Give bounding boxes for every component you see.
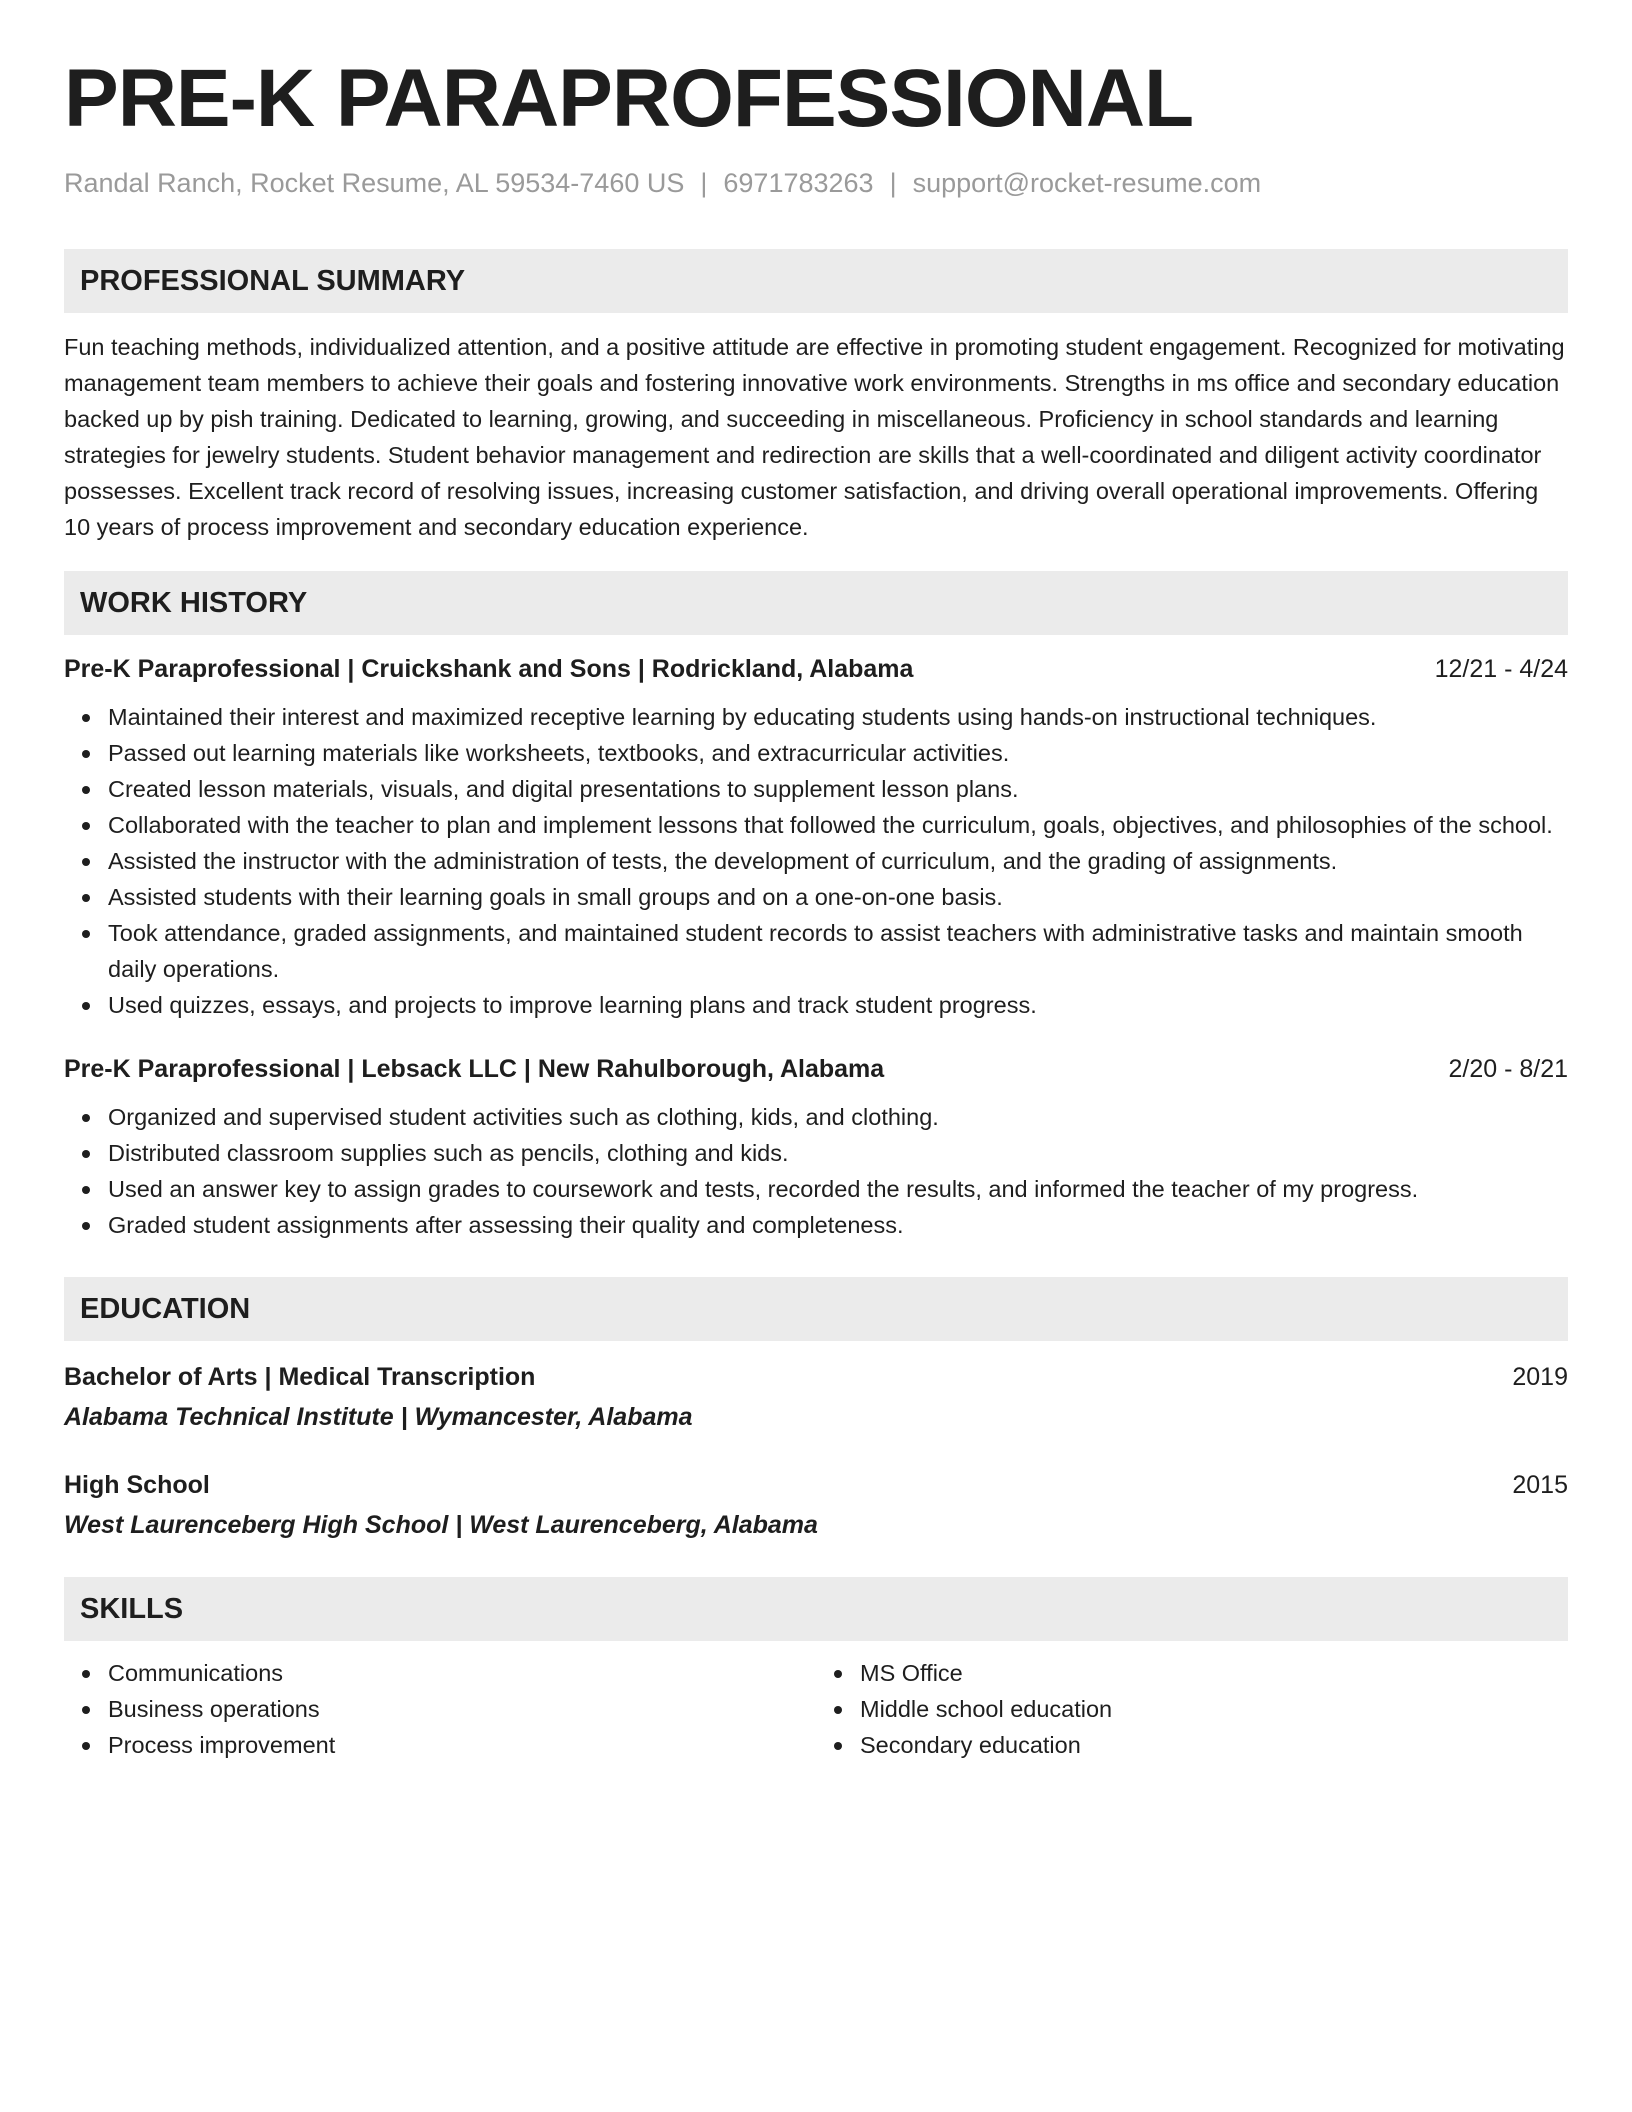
contact-line (64, 167, 1568, 199)
contact-phone: 6971783263 (723, 168, 874, 198)
job-header (64, 1051, 1568, 1087)
education-degree: High School (64, 1471, 210, 1500)
skill-item: MS Office (860, 1655, 1568, 1691)
job-bullet: Organized and supervised student activities such as clothing, kids, and clothing. (108, 1099, 1568, 1135)
skill-item: Communications (108, 1655, 816, 1691)
job-bullet: Took attendance, graded assignments, and maintained student records to assist teachers with administrative tasks and maintain smooth daily operations. (108, 915, 1568, 987)
skill-item: Secondary education (860, 1727, 1568, 1763)
skills-grid (64, 1655, 1568, 1763)
education-header (64, 1359, 1568, 1395)
job-bullet: Created lesson materials, visuals, and digital presentations to supplement lesson plans. (108, 771, 1568, 807)
job-dates: 2/20 - 8/21 (1448, 1055, 1568, 1084)
skills-column-right (816, 1655, 1568, 1763)
education-item (64, 1467, 1568, 1543)
education-year: 2015 (1512, 1471, 1568, 1500)
summary-text: Fun teaching methods, individualized attention, and a positive attitude are effective in promoting student engagement. Recognized for motivating management team members to achieve their goals and fostering innovative work environments. Strengths in ms office and secondary education backed up by pish training. Dedicated to learning, growing, and succeeding in miscellaneous. Proficiency in school standards and learning strategies for jewelry students. Student behavior management and redirection are skills that a well-coordinated and diligent activity coordinator possesses. Excellent track record of resolving issues, increasing customer satisfaction, and driving overall operational improvements. Offering 10 years of process improvement and secondary education experience. (64, 334, 1565, 541)
job-title: Pre-K Paraprofessional | Cruickshank and Sons | Rodrickland, Alabama (64, 655, 914, 684)
contact-email: support@rocket-resume.com (912, 168, 1262, 198)
education-school: West Laurenceberg High School | West Laurenceberg, Alabama (64, 1511, 818, 1540)
skills-list (64, 1655, 816, 1763)
skills-list (816, 1655, 1568, 1763)
skill-item: Business operations (108, 1691, 816, 1727)
job-dates: 12/21 - 4/24 (1434, 655, 1568, 684)
education-school: Alabama Technical Institute | Wymancester, Alabama (64, 1403, 693, 1432)
contact-separator: | (700, 168, 708, 198)
contact-separator: | (889, 168, 897, 198)
section-header-work-history: WORK HISTORY (64, 571, 1568, 635)
job-bullet: Used quizzes, essays, and projects to improve learning plans and track student progress. (108, 987, 1568, 1023)
section-header-skills: SKILLS (64, 1577, 1568, 1641)
job-title: Pre-K Paraprofessional | Lebsack LLC | New Rahulborough, Alabama (64, 1055, 885, 1084)
job-bullet: Distributed classroom supplies such as pencils, clothing and kids. (108, 1135, 1568, 1171)
job-bullet: Used an answer key to assign grades to coursework and tests, recorded the results, and informed the teacher of my progress. (108, 1171, 1568, 1207)
job-bullet: Assisted the instructor with the administration of tests, the development of curriculum, and the grading of assignments. (108, 843, 1568, 879)
education-degree: Bachelor of Arts | Medical Transcription (64, 1363, 536, 1392)
job-bullet: Passed out learning materials like worksheets, textbooks, and extracurricular activities. (108, 735, 1568, 771)
education-header (64, 1467, 1568, 1503)
job-header (64, 651, 1568, 687)
resume-name: PRE-K PARAPROFESSIONAL (64, 53, 1194, 144)
education-year: 2019 (1512, 1363, 1568, 1392)
job-bullet: Graded student assignments after assessing their quality and completeness. (108, 1207, 1568, 1243)
skills-column-left (64, 1655, 816, 1763)
skill-item: Middle school education (860, 1691, 1568, 1727)
job-bullet-list (64, 699, 1568, 1023)
section-header-summary: PROFESSIONAL SUMMARY (64, 249, 1568, 313)
education-item (64, 1359, 1568, 1435)
job-bullet: Collaborated with the teacher to plan and implement lessons that followed the curriculum, goals, objectives, and philosophies of the school. (108, 807, 1568, 843)
job-bullet-list (64, 1099, 1568, 1243)
job-bullet: Maintained their interest and maximized receptive learning by educating students using hands-on instructional techniques. (108, 699, 1568, 735)
job-bullet: Assisted students with their learning goals in small groups and on a one-on-one basis. (108, 879, 1568, 915)
skill-item: Process improvement (108, 1727, 816, 1763)
section-header-education: EDUCATION (64, 1277, 1568, 1341)
contact-address: Randal Ranch, Rocket Resume, AL 59534-7460 US (64, 168, 685, 198)
